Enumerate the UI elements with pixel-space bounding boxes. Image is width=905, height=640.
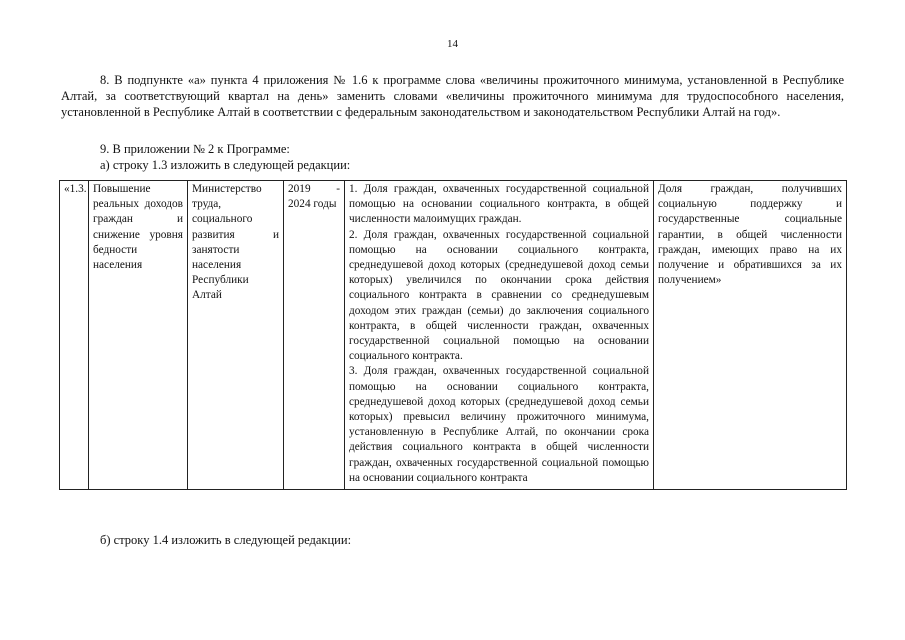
indicators-cell — [345, 181, 654, 490]
paragraph-subitem-a: а) строку 1.3 изложить в следующей редакции: — [100, 158, 351, 172]
paragraph-item-8: 8. В подпункте «а» пункта 4 приложения № 1.6 к программе слова «величины прожиточного минимума, установленной в Республике Алтай, за соответствующий квартал на день» заменить словами «величины прожиточного минимума для трудоспособного населения, установленной в Республике Алтай в соответствии с федеральным законодательством и законодательством Республики Алтай на год». — [61, 73, 844, 119]
indicator-item-3: 3. Доля граждан, охваченных государственной социальной помощью на основании социального контракта, среднедушевой доход которых (среднедушевой доход семьи которых) превысил величину прожиточного минимума, установленную в Республике Алтай, по окончании срока действия социального контракта в общей численности граждан, охваченных государственной социальной помощью на основании социального контракта — [349, 365, 649, 484]
indicator-item-1: 1. Доля граждан, охваченных государственной социальной помощью на основании социального контракта, в общей численности малоимущих граждан. — [349, 183, 649, 226]
paragraph-subitem-b: б) строку 1.4 изложить в следующей редакции: — [100, 533, 352, 547]
table-row — [60, 181, 847, 490]
page-number: 14 — [447, 38, 458, 50]
implementation-period: 2019 - 2024 годы — [288, 183, 340, 211]
executor-cell — [188, 181, 284, 490]
paragraph-item-9: 9. В приложении № 2 к Программе: — [100, 142, 290, 156]
task-name-cell — [89, 181, 188, 490]
task-name: Повышение реальных доходов граждан и снижение уровня бедности населения — [93, 183, 183, 272]
result-cell — [654, 181, 847, 490]
period-cell — [284, 181, 345, 490]
program-table — [59, 180, 847, 490]
row-number-cell — [60, 181, 89, 490]
row-number: «1.3. — [64, 183, 87, 195]
executor-name: Министерство труда, социального развития и занятости населения Республики Алтай — [192, 183, 279, 302]
indicator-item-2: 2. Доля граждан, охваченных государственной социальной помощью на основании социального контракта, среднедушевой доход которых (среднедушевой доход семьи которых) увеличился по окончании срока действия социального контракта в сравнении со среднедушевым доходом этих граждан (семьи) до заключения социального контракта, в общей численности граждан, охваченных государственной социальной помощью на основании социального контракта. — [349, 228, 649, 363]
expected-result: Доля граждан, получивших социальную поддержку и государственные социальные гарантии, в общей численности граждан, имеющих право на их получение и обратившихся за их получением» — [658, 183, 842, 287]
